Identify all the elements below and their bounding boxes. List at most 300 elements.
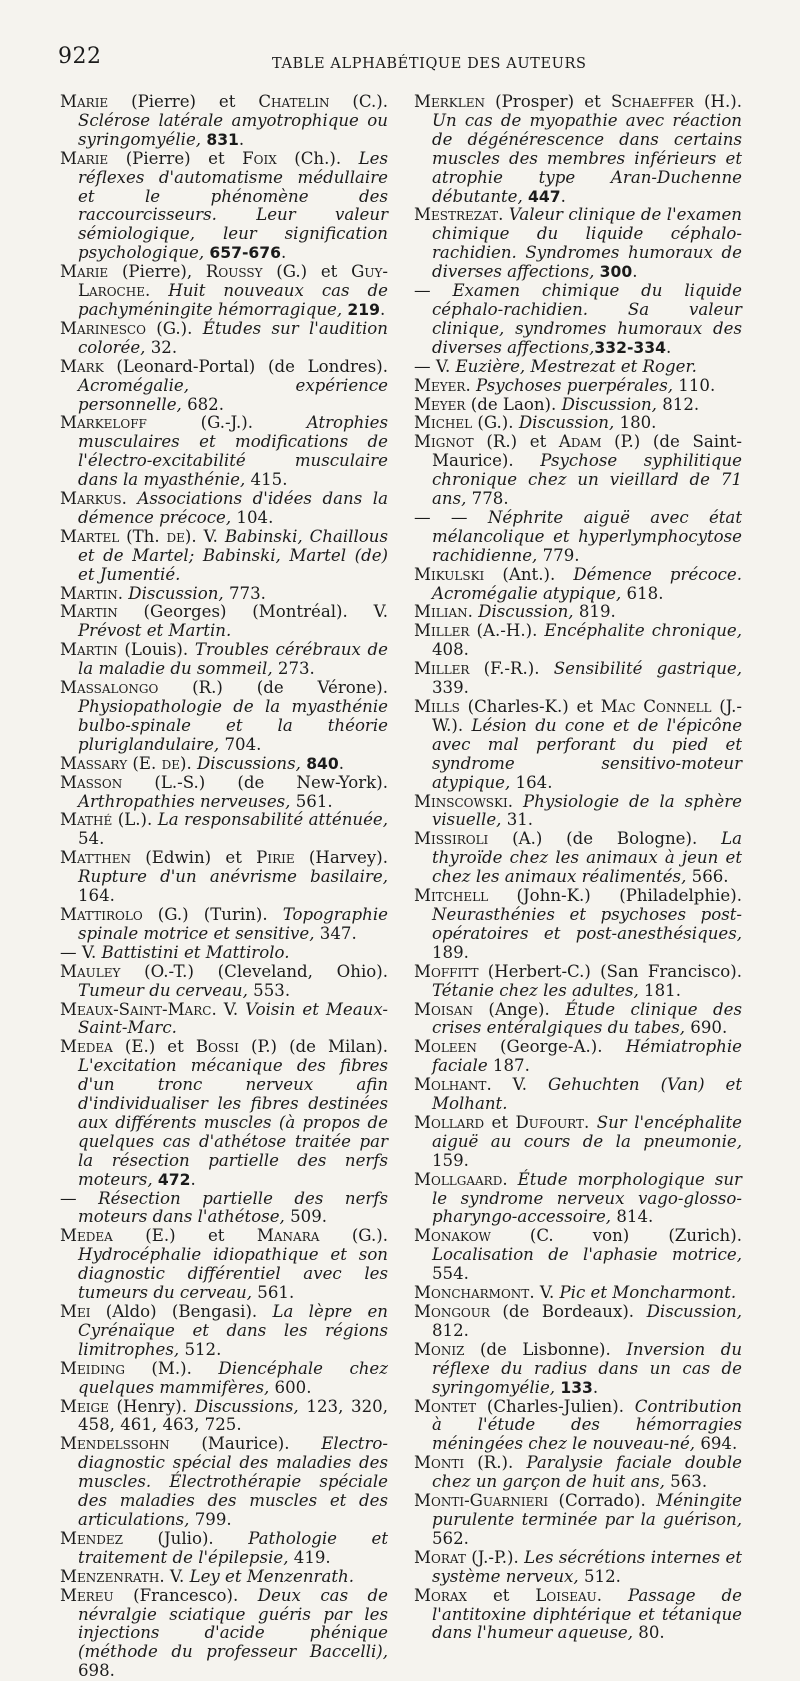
author-name: Menzenrath [60,1566,160,1586]
author-name: Mark [60,356,104,376]
work-title: Diencéphale chez quelques mammifères, [78,1358,388,1397]
author-name: Marie [60,148,109,168]
entry-text: . [592,1377,599,1397]
entry-text: (John-K.) (Philadelphie). [488,886,742,906]
author-name: Meyer [414,394,466,414]
work-title: Sur l'encéphalite aiguë au cours de la pneumonie, [432,1112,742,1151]
entry-text: (Ant.). [484,564,574,584]
work-title: Inversion du réflexe du radius dans un cas de syringomyélie, [432,1339,743,1397]
entry-text: 347. [314,923,357,943]
entry-text: (G.). [472,413,519,433]
entry-text: et [467,1585,536,1605]
author-name: Mendez [60,1528,123,1548]
author-name: Meige [60,1396,109,1416]
index-entry [414,887,742,963]
author-name: Massalongo [60,678,159,698]
entry-text: . [144,281,169,301]
index-entry [414,433,742,509]
entry-text: (Th. [119,526,167,546]
entry-text: 180. [614,413,657,433]
index-entry [60,1360,388,1398]
author-name: Merklen [414,92,485,111]
index-entry [60,1190,388,1228]
work-title: Deux cas de névralgie sciatique guéris par les injections d'acide phénique (méthode du professeur Baccelli), [78,1585,388,1662]
entry-text: — [60,1188,99,1208]
author-name: Monti [414,1453,465,1473]
index-entry [414,1492,742,1549]
author-name: Mathé [60,810,113,830]
entry-text: . [465,375,477,395]
index-entry [414,358,742,377]
author-name: Moleen [414,1037,477,1057]
entry-text: 778. [466,489,509,509]
entry-text: (P.) (de Saint-Maurice). [432,432,742,471]
entry-text: (G.). [145,318,203,338]
entry-text: — — [414,507,488,527]
entry-text: 562. [432,1528,469,1548]
index-entry [414,396,742,415]
index-entry [414,1341,742,1398]
work-title: Physiopathologie de la myasthénie bulbo-spinale et la théorie pluriglandulaire, [78,697,388,754]
index-entry [414,377,742,396]
author-name: Monti-Guarnieri [414,1491,549,1511]
entry-text: (Pierre), [108,262,206,282]
entry-text: 110. [673,375,716,395]
author-name: Marie [60,92,109,111]
index-entry [60,755,388,774]
entry-text: 618. [621,583,664,603]
entry-text: . V. [159,1566,190,1586]
work-title: Discussion, [646,1302,742,1321]
author-name: Masson [60,772,123,792]
work-title: Troubles cérébraux de la maladie du sommeil, [78,640,389,679]
author-name: Missiroli [414,829,489,849]
entry-text: (Aldo) (Bengasi). [90,1302,273,1321]
work-title: Physiologie de la sphère visuelle, [432,791,742,830]
index-entry [414,93,742,206]
entry-text: . [238,129,245,149]
entry-text: 561. [252,1283,295,1303]
work-title: Encéphalite chronique, [544,621,742,641]
index-entry [60,150,388,263]
author-name: Markus [60,489,122,509]
author-name: Morat [414,1547,466,1567]
work-title: Ley et Menzenrath. [189,1566,355,1586]
entry-text: (E.) et [112,1037,196,1057]
entry-text: 694. [695,1434,738,1454]
entry-text: (A.) (de Bologne). [488,829,722,849]
entry-text: (L.-S.) (de New-York). [122,772,388,792]
entry-text: (C. von) (Zurich). [490,1226,742,1246]
author-name: Meyer [414,375,466,395]
work-title: Localisation de l'aphasie motrice, [432,1245,742,1265]
entry-text: 159. [432,1150,469,1170]
entry-text: (P.) (de Milan). [238,1037,388,1057]
index-entry [60,603,388,641]
work-title: Tumeur du cerveau, [78,980,248,1000]
entry-text: (Ch.). [276,148,359,168]
entry-text: . [584,1112,597,1132]
author-name: Montet [414,1396,477,1416]
entry-text: . [121,489,138,509]
index-entry [60,1398,388,1436]
index-entry [60,906,388,944]
author-name: Martin [60,583,118,603]
entry-text: (de Laon). [465,394,562,414]
entry-text: 812. [432,1320,469,1340]
work-title: La lèpre en Cyrénaïque et dans les régions limitrophes, [78,1302,388,1359]
work-title: Arthropathies nerveuses, [78,791,291,811]
author-name: Miller [414,621,470,641]
entry-text: (R.) et [473,432,559,452]
author-name: Manara [256,1226,320,1246]
entry-text: (Edwin) et [130,848,257,868]
index-entry [414,282,742,358]
author-name: Mei [60,1302,91,1321]
work-title: Tétanie chez les adultes, [432,980,639,1000]
entry-text: . [379,299,386,319]
entry-text: 509. [284,1207,328,1227]
index-entry [414,830,742,887]
author-name: Miller [414,659,470,679]
index-entry [414,660,742,698]
author-name: Bossi [195,1037,239,1057]
entry-text: 600. [269,1377,312,1397]
entry-text: (Pierre) et [108,92,259,111]
entry-text: (L.). [112,810,158,830]
work-title: La responsabilité atténuée, [157,810,388,830]
entry-text: 104. [231,507,274,527]
index-entry [414,963,742,1001]
index-entry [60,528,388,585]
entry-text: (A.-H.). [469,621,545,641]
entry-text: . [338,753,345,773]
index-entry [60,93,388,150]
page-reference-bold: 447 [528,187,561,206]
entry-text: 189. [432,942,469,962]
entry-text: . V. [529,1283,560,1303]
entry-text: (G.) (Turin). [142,904,283,924]
page-reference-bold: 831 [206,130,239,149]
index-entry [60,1435,388,1530]
entry-text: et [484,1112,516,1132]
work-title: Lésion du cone et de l'épicône avec mal perforant du pied et syndrome sensitivo-moteur atypique, [432,715,743,792]
work-title: Néphrite aiguë avec état mélancolique et hyperlymphocytose rachidienne, [432,507,742,565]
author-name: Mollgaard [414,1169,503,1189]
entry-text: (Pierre) et [108,148,243,168]
work-title: Huit nouveaux cas de pachyméningite hémorragique, [78,281,388,319]
author-name: Foix [242,148,277,168]
author-name: Meiding [60,1358,125,1378]
work-title: Battistini et Mattirolo. [101,942,290,962]
entry-text: (Ange). [472,999,566,1019]
author-name: Medea [60,1037,113,1057]
author-name: Minscowski [414,791,508,811]
entry-text: 512. [578,1566,621,1586]
entry-text: 187. [487,1056,530,1076]
page-reference-bold: 219 [347,300,380,319]
entry-text: 419. [288,1547,331,1567]
work-title: Psychoses puerpérales, [476,375,673,395]
work-title: Un cas de myopathie avec réaction de dégénérescence dans certains muscles des membres inférieurs et atrophie type Aran-Duchenne débutante, [432,110,742,206]
entry-text: (Harvey). [294,848,388,868]
entry-text: ). [179,753,197,773]
entry-text: 123, 320, 458, 461, 463, 725. [78,1396,388,1435]
work-title: Discussions, [197,753,301,773]
author-name: Moncharmont [414,1283,530,1303]
entry-text: (Maurice). [169,1434,322,1454]
work-title: Discussion, [128,583,224,603]
index-entry [414,1398,742,1455]
author-name: de [161,753,180,773]
entry-text: (J.-W.). [432,697,742,735]
entry-text: — V. [414,356,456,376]
work-title: Les sécrétions internes et système nerveux, [432,1547,743,1586]
author-name: Mestrezat [414,205,499,225]
entry-text: 32. [145,337,178,357]
author-name: Matthen [60,848,131,868]
author-name: Monakow [414,1226,491,1246]
index-entry [414,1076,742,1114]
index-entry [60,849,388,906]
entry-text: (Corrado). [548,1491,657,1511]
entry-text: 561. [290,791,333,811]
page-reference-bold: 133 [560,1378,593,1397]
entry-text: 690. [685,1018,728,1038]
author-name: Moffitt [414,961,479,981]
index-entry [60,963,388,1001]
work-title: Discussion, [561,394,657,414]
entry-text: . [507,791,523,811]
index-entry [414,793,742,831]
entry-text: 563. [664,1472,708,1492]
author-name: Marinesco [60,318,146,338]
entry-text: (Herbert-C.) (San Francisco). [478,961,742,981]
entry-text: (J.-P.). [465,1547,525,1567]
entry-text: 566. [686,867,729,887]
author-name: Mereu [60,1585,114,1605]
author-name: de [166,526,185,546]
work-title: Discussion, [518,413,615,433]
author-name: Dufourt [515,1112,585,1132]
index-entry [60,1568,388,1587]
entry-text: . V. [486,1075,548,1095]
index-entry [414,1038,742,1076]
author-name: Guy-Laroche [78,262,389,301]
work-title: Méningite purulente terminée par la guérison, [432,1491,742,1529]
index-entry [414,1001,742,1039]
entry-text: . [117,583,129,603]
work-title: Démence précoce. Acromégalie atypique, [432,564,742,603]
author-name: Mignot [414,432,474,452]
work-title: L'excitation mécanique des fibres d'un tronc nerveux afin d'individualiser les fibres destinées aux différents muscles (à propos de quelques cas d'athétose traitée par la résection partielle des nerfs moteurs, [78,1056,388,1189]
entry-text: . [632,262,638,282]
entry-text: 512. [179,1339,222,1359]
index-entry [60,1530,388,1568]
author-name: Marie [60,262,109,282]
entry-text: 181. [638,980,682,1000]
entry-text: . [665,337,672,357]
author-name: Mollard [414,1112,485,1132]
entry-text: (G.). [319,1226,388,1246]
work-title: Rupture d'un anévrisme basilaire, [78,867,388,887]
work-title: Atrophies musculaires et modifications de l'électro-excitabilité musculaire dans la myasthénie, [78,413,388,490]
index-entry [414,1549,742,1587]
work-title: Neurasthénies et psychoses post-opératoires et post-anesthésiques, [432,904,742,943]
work-title: Pathologie et traitement de l'épilepsie, [78,1528,389,1567]
entry-text: . [498,205,509,225]
entry-text: (F.-R.). [469,659,554,679]
index-entry [414,698,742,793]
entry-text: (H.). [693,92,742,111]
entry-text: 682. [181,394,225,414]
entry-text: 554. [432,1264,469,1284]
author-name: Milian [414,602,468,622]
index-entry [414,622,742,660]
entry-text: . [560,186,566,206]
author-name: Molhant [414,1075,487,1095]
entry-text: 31. [501,810,534,830]
index-entry [60,1227,388,1303]
entry-text: (G.-J.). [146,413,307,433]
entry-text: (E.) et [112,1226,257,1246]
page-reference-bold: 332-334 [594,338,666,357]
author-name: Moisan [414,999,473,1019]
index-entry [414,206,742,282]
author-name: Mitchell [414,886,489,906]
page-reference-bold: 657-676 [209,244,281,263]
index-entry [414,1587,742,1644]
work-title: Acromégalie, expérience personnelle, [78,375,388,414]
entry-text: (R.) (de Vérone). [158,678,388,698]
entry-text: 415. [245,470,288,490]
work-title: Babinski, Chaillous et de Martel; Babinski, Martel (de) et Jumentié. [78,526,388,584]
entry-text: 814. [611,1207,654,1227]
work-title: Études sur l'audition colorée, [78,318,388,357]
entry-text: (de Bordeaux). [489,1302,647,1321]
work-title: Paralysie faciale double chez un garçon de huit ans, [432,1453,742,1492]
work-title: Hémiatrophie faciale [432,1037,742,1076]
work-title: Examen chimique du liquide céphalo-rachidien. Sa valeur clinique, syndromes humoraux des diverses affections, [432,281,742,357]
work-title: Valeur clinique de l'examen chimique du liquide céphalo-rachidien. Syndromes humoraux de diverses affections, [432,205,742,282]
work-title: Discussions, [194,1396,299,1416]
author-name: Chatelin [258,92,330,111]
author-name: Mattirolo [60,904,143,924]
entry-text: (Francesco). [113,1585,258,1605]
author-name: Martin [60,640,118,660]
index-entry [60,1303,388,1360]
entry-text: (Leonard-Portal) (de Londres). [103,356,388,376]
author-name: Medea [60,1226,113,1246]
entry-text: — [414,281,453,301]
entry-text: 80. [633,1623,665,1643]
page-reference-bold: 300 [599,263,633,282]
entry-text: . [467,602,479,622]
work-title: Étude morphologique sur le syndrome nerveux vago-glosso-pharyngo-accessoire, [432,1169,742,1227]
entry-text: (E. [127,753,162,773]
index-entry [60,414,388,490]
author-name: Massary [60,753,128,773]
entry-text: (M.). [124,1358,219,1378]
entry-text: (George-A.). [476,1037,626,1057]
index-entry [60,811,388,849]
index-entry [414,1227,742,1284]
index-entry [60,641,388,679]
entry-text: . [596,1585,628,1605]
work-title: Résection partielle des nerfs moteurs dans l'athétose, [78,1188,389,1227]
work-title: Gehuchten (Van) et Molhant. [432,1075,742,1114]
index-entry [60,944,388,963]
author-name: Morax [414,1585,468,1605]
page-reference-bold: 472 [157,1170,191,1189]
entry-text: ). V. [184,526,225,546]
entry-text: (O.-T.) (Cleveland, Ohio). [120,961,388,981]
entry-text: . [502,1169,518,1189]
work-title: Prévost et Martin. [78,621,232,641]
index-entry [60,263,388,320]
index-entry [60,585,388,604]
work-title: La thyroïde chez les animaux à jeun et chez les animaux réalimentés, [432,829,742,887]
index-column-right [414,93,742,1643]
author-name: Meaux-Saint-Marc [60,999,212,1019]
entry-text: (Louis). [117,640,195,660]
work-title: Sensibilité gastrique, [553,659,742,679]
entry-text: . [190,1169,196,1189]
entry-text: (Julio). [122,1528,249,1548]
index-entry [414,414,742,433]
entry-text: 698. [78,1661,115,1681]
author-name: Mauley [60,961,121,981]
entry-text: 164. [510,772,553,792]
author-name: Pirie [256,848,295,868]
entry-text: (C.). [329,92,388,111]
index-entry [60,1038,388,1189]
author-name: Markeloff [60,413,147,433]
entry-text: 273. [272,659,315,679]
entry-text: (Georges) (Montréal). V. [117,602,388,622]
entry-text: 408. [432,640,469,660]
entry-text: 799. [189,1509,232,1529]
index-entry [60,490,388,528]
entry-text: . [280,243,287,263]
work-title: Contribution à l'étude des hémorragies méningées chez le nouveau-né, [432,1396,742,1454]
index-entry [414,1284,742,1303]
author-name: Mongour [414,1302,490,1321]
work-title: Passage de l'antitoxine diphtérique et tétanique dans l'humeur aqueuse, [432,1585,742,1643]
entry-text: (R.). [464,1453,527,1473]
entry-text: (Charles-K.) et [459,697,601,716]
work-title: Discussion, [478,602,574,622]
work-title: Pic et Moncharmont. [559,1283,737,1303]
author-name: Moniz [414,1339,465,1359]
entry-text: 773. [223,583,266,603]
work-title: Topographie spinale motrice et sensitive, [78,904,388,943]
entry-text: 553. [247,980,291,1000]
author-name: Michel [414,413,473,433]
author-name: Mendelssohn [60,1434,170,1454]
work-title: Associations d'idées dans la démence précoce, [78,489,388,527]
author-name: Schaeffer [610,92,694,111]
author-name: Adam [558,432,602,452]
author-name: Mac Connell [600,697,712,716]
index-entry [414,1114,742,1171]
author-name: Mikulski [414,564,485,584]
entry-text: (Charles-Julien). [476,1396,635,1416]
page-number: 922 [58,44,102,69]
index-entry [60,320,388,358]
page-reference-bold: 840 [306,754,339,773]
entry-text: 779. [537,545,580,565]
